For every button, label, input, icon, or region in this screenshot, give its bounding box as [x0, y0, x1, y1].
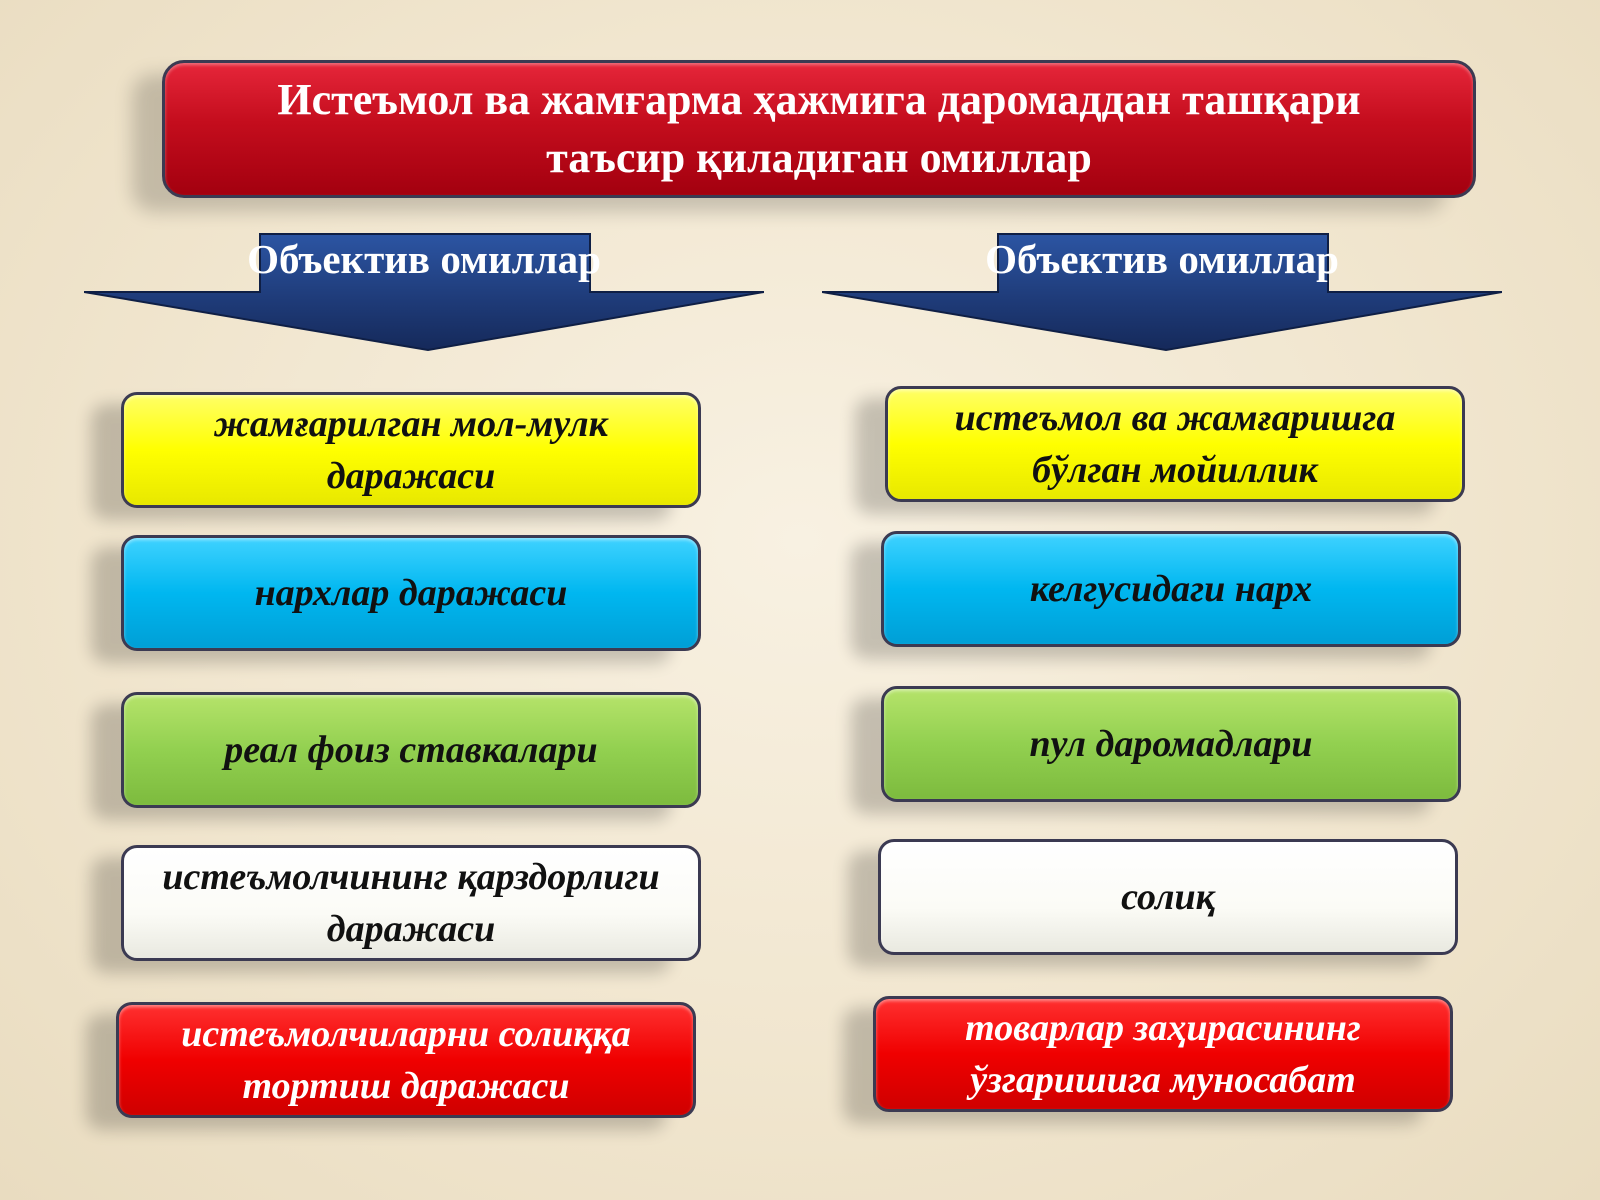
page-title-text: Истеъмол ва жамғарма ҳажмига даромаддан ташқари таъсир қиладиган омиллар: [277, 75, 1361, 182]
factor-box: [121, 535, 701, 651]
left-column-header: [84, 232, 764, 362]
factor-label: истеъмол ва жамғаришга бўлган мойиллик: [954, 397, 1396, 491]
factor-box: [873, 996, 1453, 1112]
factor-box: [121, 845, 701, 961]
factor-box: [116, 1002, 696, 1118]
factor-label: жамғарилган мол-мулк даражаси: [214, 403, 608, 497]
right-column-header-label: Объектив омиллар: [985, 236, 1339, 282]
factor-box: [878, 839, 1458, 955]
factor-label: товарлар заҳирасининг ўзгаришига муносабат: [965, 1007, 1361, 1101]
factor-box: [881, 686, 1461, 802]
factor-box: [121, 692, 701, 808]
factor-label: реал фоиз ставкалари: [224, 729, 598, 771]
factor-label: нархлар даражаси: [254, 572, 568, 614]
left-column-header-label: Объектив омиллар: [247, 236, 601, 282]
factor-box: [121, 392, 701, 508]
factor-label: солиқ: [1121, 876, 1215, 918]
factor-label: келгусидаги нарх: [1029, 568, 1313, 610]
factor-label: истеъмолчининг қарздорлиги даражаси: [162, 856, 660, 950]
factor-box: [881, 531, 1461, 647]
factor-label: пул даромадлари: [1029, 723, 1313, 765]
page-title: [162, 60, 1476, 198]
right-column-header: [822, 232, 1502, 362]
factor-label: истеъмолчиларни солиққа тортиш даражаси: [181, 1013, 631, 1107]
factor-box: [885, 386, 1465, 502]
